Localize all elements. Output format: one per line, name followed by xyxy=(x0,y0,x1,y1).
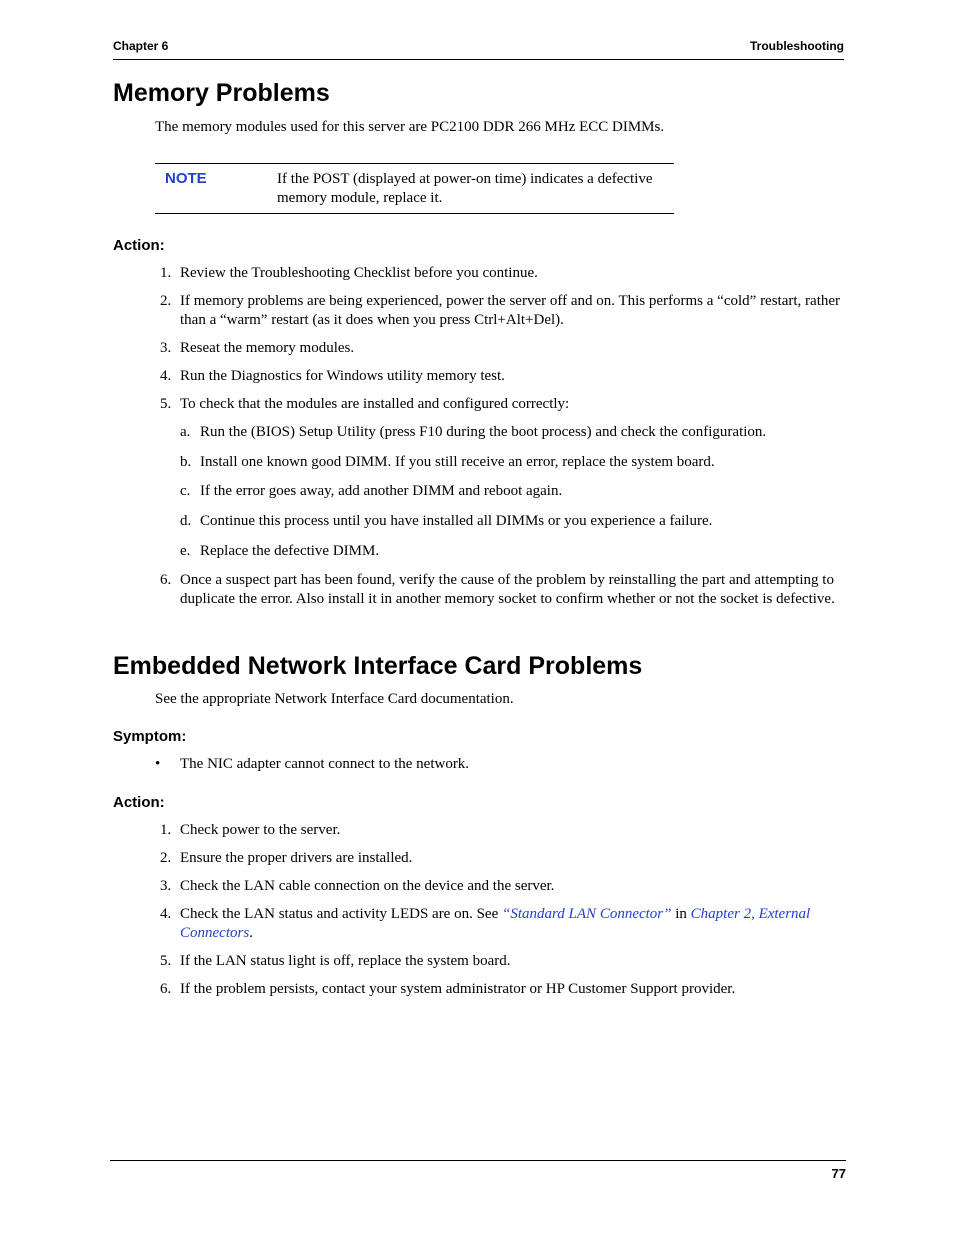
step-number: 6. xyxy=(160,572,172,588)
substep-text: Install one known good DIMM. If you still receive an error, replace the system board. xyxy=(200,454,715,470)
symptom-heading: Symptom: xyxy=(113,728,187,745)
step-number: 6. xyxy=(160,981,172,997)
note-box xyxy=(155,163,674,214)
step-text: Check the LAN cable connection on the device and the server. xyxy=(180,878,555,894)
note-text: If the POST (displayed at power-on time) indicates a defective memory module, replace it. xyxy=(277,171,653,206)
step-text: Once a suspect part has been found, verify the cause of the problem by reinstalling the part and attempting to duplicate the error. Also install it in another memory socket to confirm whether or not the socket is defective. xyxy=(180,572,835,607)
step-text-part: in xyxy=(671,906,691,922)
substep-text: Continue this process until you have installed all DIMMs or you experience a failure. xyxy=(200,513,713,529)
step-text: Run the Diagnostics for Windows utility memory test. xyxy=(180,368,505,384)
step-number: 3. xyxy=(160,340,172,356)
chapter-label: Chapter 6 xyxy=(113,39,169,53)
step-text: If the problem persists, contact your system administrator or HP Customer Support provider. xyxy=(180,981,736,997)
step-text-part: Check the LAN status and activity LEDS are on. See xyxy=(180,906,503,922)
substep-letter: d. xyxy=(180,513,192,529)
step-number: 1. xyxy=(160,265,172,281)
substep-letter: e. xyxy=(180,543,191,559)
bullet-icon: • xyxy=(155,756,161,772)
note-label: NOTE xyxy=(165,170,207,187)
standard-lan-connector-link[interactable]: “Standard LAN Connector” xyxy=(502,906,672,922)
substep-text: If the error goes away, add another DIMM and reboot again. xyxy=(200,483,563,499)
section-label: Troubleshooting xyxy=(750,39,844,53)
step-text: To check that the modules are installed and configured correctly: xyxy=(180,396,570,412)
substep-letter: c. xyxy=(180,483,191,499)
step-text: Review the Troubleshooting Checklist before you continue. xyxy=(180,265,538,281)
step-number: 4. xyxy=(160,906,172,922)
step-text xyxy=(180,905,845,943)
memory-intro: The memory modules used for this server are PC2100 DDR 266 MHz ECC DIMMs. xyxy=(155,119,665,135)
step-number: 4. xyxy=(160,368,172,384)
symptom-text: The NIC adapter cannot connect to the network. xyxy=(180,756,470,772)
page-header xyxy=(113,38,844,60)
step-number: 2. xyxy=(160,293,172,309)
page-number: 77 xyxy=(831,1166,846,1181)
substep-letter: a. xyxy=(180,424,191,440)
substep-letter: b. xyxy=(180,454,192,470)
memory-problems-title: Memory Problems xyxy=(113,79,330,107)
nic-problems-title: Embedded Network Interface Card Problems xyxy=(113,652,643,680)
step-text: Reseat the memory modules. xyxy=(180,340,355,356)
step-text: Check power to the server. xyxy=(180,822,341,838)
substep-text: Replace the defective DIMM. xyxy=(200,543,380,559)
nic-action-heading: Action: xyxy=(113,794,165,811)
step-text: Ensure the proper drivers are installed. xyxy=(180,850,413,866)
substep-text: Run the (BIOS) Setup Utility (press F10 during the boot process) and check the configuration. xyxy=(200,424,767,440)
step-text: If memory problems are being experienced, power the server off and on. This performs a “cold” restart, rather than a “warm” restart (as it does when you press Ctrl+Alt+Del). xyxy=(180,293,841,328)
step-number: 2. xyxy=(160,850,172,866)
step-text: If the LAN status light is off, replace the system board. xyxy=(180,953,511,969)
nic-intro: See the appropriate Network Interface Card documentation. xyxy=(155,691,514,707)
step-number: 3. xyxy=(160,878,172,894)
step-number: 5. xyxy=(160,953,172,969)
page-footer xyxy=(110,1160,846,1181)
chapter-2-external-connectors-link[interactable]: Chapter 2, External Connectors xyxy=(180,906,811,941)
step-number: 1. xyxy=(160,822,172,838)
step-text-part: . xyxy=(249,925,253,941)
memory-action-heading: Action: xyxy=(113,237,165,254)
step-number: 5. xyxy=(160,396,172,412)
